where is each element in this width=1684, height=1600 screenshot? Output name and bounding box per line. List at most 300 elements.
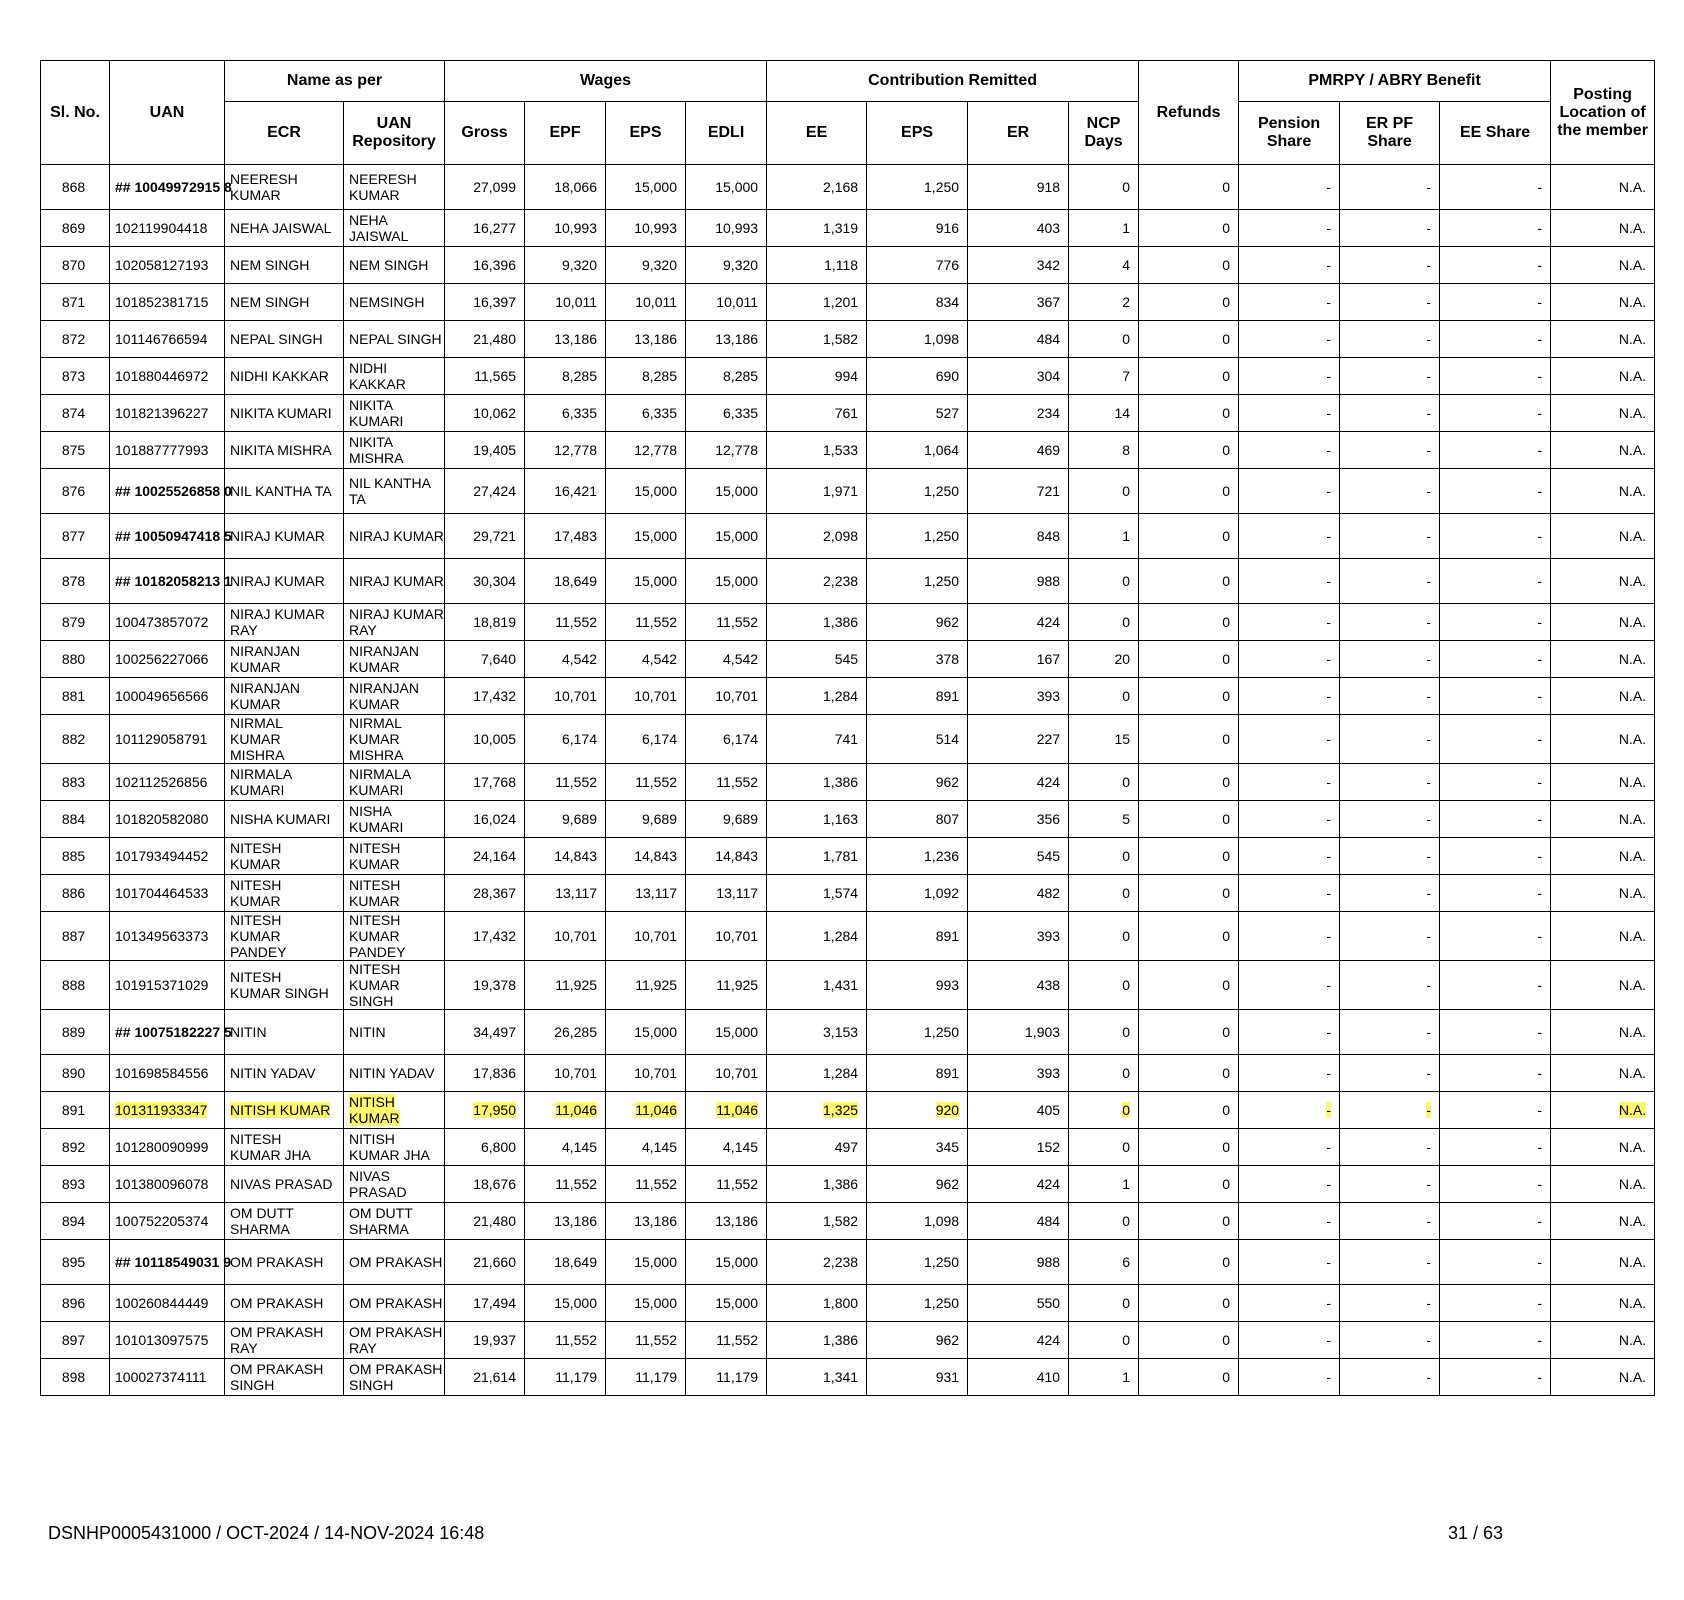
cell-refunds: 0 [1139, 1010, 1239, 1055]
cell-ncp-days: 0 [1069, 559, 1139, 604]
cell-epf: 6,174 [525, 715, 606, 764]
highlighted-text: 920 [935, 1102, 960, 1118]
cell-eps: 9,320 [606, 247, 686, 284]
header-ncp-days: NCP Days [1069, 102, 1139, 165]
header-pmrpy-abry: PMRPY / ABRY Benefit [1239, 61, 1551, 102]
cell-epf: 11,925 [525, 961, 606, 1010]
header-er: ER [968, 102, 1069, 165]
cell-epf: 4,542 [525, 641, 606, 678]
cell-pension-share: - [1239, 1285, 1340, 1322]
cell-er: 393 [968, 678, 1069, 715]
cell-er: 304 [968, 358, 1069, 395]
header-gross: Gross [445, 102, 525, 165]
cell-contribution-eps: 527 [867, 395, 968, 432]
cell-name-uan-repository: NISHA KUMARI [344, 801, 445, 838]
cell-refunds: 0 [1139, 961, 1239, 1010]
cell-epf: 9,689 [525, 801, 606, 838]
cell-edli: 12,778 [686, 432, 767, 469]
cell-epf: 10,011 [525, 284, 606, 321]
cell-ee: 2,168 [767, 165, 867, 210]
cell-name-ecr: NIRMAL KUMAR MISHRA [225, 715, 344, 764]
cell-uan: 101821396227 [110, 395, 225, 432]
cell-contribution-eps: 962 [867, 1322, 968, 1359]
cell-gross: 17,432 [445, 912, 525, 961]
cell-epf: 17,483 [525, 514, 606, 559]
cell-eps: 13,117 [606, 875, 686, 912]
cell-name-uan-repository: NITESH KUMAR SINGH [344, 961, 445, 1010]
cell-ee: 1,386 [767, 1166, 867, 1203]
cell-posting-location: N.A. [1551, 321, 1655, 358]
cell-epf: 16,421 [525, 469, 606, 514]
cell-eps: 6,174 [606, 715, 686, 764]
cell-pension-share: - [1239, 514, 1340, 559]
cell-sl-no: 893 [41, 1166, 110, 1203]
cell-er: 484 [968, 321, 1069, 358]
table-row [41, 247, 1655, 284]
cell-pension-share: - [1239, 1129, 1340, 1166]
cell-ee: 1,574 [767, 875, 867, 912]
cell-name-ecr: NIDHI KAKKAR [225, 358, 344, 395]
cell-refunds: 0 [1139, 469, 1239, 514]
cell-er: 424 [968, 1322, 1069, 1359]
cell-gross: 27,099 [445, 165, 525, 210]
cell-edli: 9,689 [686, 801, 767, 838]
cell-ee-share: - [1440, 165, 1551, 210]
cell-eps: 11,552 [606, 1166, 686, 1203]
cell-ee-share: - [1440, 875, 1551, 912]
cell-eps: 11,179 [606, 1359, 686, 1396]
cell-er-pf-share: - [1340, 247, 1440, 284]
cell-er: 545 [968, 838, 1069, 875]
cell-contribution-eps: 916 [867, 210, 968, 247]
cell-ee-share: - [1440, 678, 1551, 715]
cell-refunds: 0 [1139, 875, 1239, 912]
cell-sl-no: 875 [41, 432, 110, 469]
cell-ee: 1,163 [767, 801, 867, 838]
table-header [41, 61, 1655, 165]
cell-gross: 18,676 [445, 1166, 525, 1203]
cell-ncp-days: 0 [1069, 1322, 1139, 1359]
cell-er: 356 [968, 801, 1069, 838]
cell-sl-no: 874 [41, 395, 110, 432]
cell-ncp-days: 1 [1069, 210, 1139, 247]
cell-er: 403 [968, 210, 1069, 247]
cell-er-pf-share: - [1340, 912, 1440, 961]
cell-er-pf-share: - [1340, 432, 1440, 469]
cell-name-ecr: NITESH KUMAR SINGH [225, 961, 344, 1010]
cell-ee: 761 [767, 395, 867, 432]
cell-eps: 11,552 [606, 764, 686, 801]
cell-contribution-eps: 1,250 [867, 1285, 968, 1322]
cell-ncp-days: 15 [1069, 715, 1139, 764]
cell-ncp-days: 0 [1069, 961, 1139, 1010]
cell-edli: 10,011 [686, 284, 767, 321]
cell-refunds: 0 [1139, 395, 1239, 432]
table-row [41, 1203, 1655, 1240]
cell-er: 438 [968, 961, 1069, 1010]
cell-ee: 1,386 [767, 604, 867, 641]
cell-eps: 15,000 [606, 559, 686, 604]
cell-edli: 13,117 [686, 875, 767, 912]
cell-name-ecr: NIRANJAN KUMAR [225, 641, 344, 678]
table-row [41, 432, 1655, 469]
cell-edli: 15,000 [686, 559, 767, 604]
highlighted-text: NITISH KUMAR [349, 1094, 400, 1126]
cell-epf: 11,552 [525, 1166, 606, 1203]
table-row [41, 961, 1655, 1010]
cell-gross: 19,405 [445, 432, 525, 469]
cell-er: 234 [968, 395, 1069, 432]
cell-contribution-eps: 1,250 [867, 1240, 968, 1285]
cell-uan: 101380096078 [110, 1166, 225, 1203]
cell-posting-location: N.A. [1551, 1010, 1655, 1055]
cell-epf: 11,552 [525, 604, 606, 641]
cell-ee: 2,238 [767, 1240, 867, 1285]
header-er-pf-share: ER PF Share [1340, 102, 1440, 165]
cell-uan: 100260844449 [110, 1285, 225, 1322]
cell-ee-share: - [1440, 764, 1551, 801]
cell-edli: 15,000 [686, 514, 767, 559]
cell-eps: 10,701 [606, 912, 686, 961]
cell-uan: 102112526856 [110, 764, 225, 801]
cell-sl-no: 872 [41, 321, 110, 358]
header-posting-location: Posting Location of the member [1551, 61, 1655, 165]
cell-eps: 15,000 [606, 1240, 686, 1285]
cell-pension-share: - [1239, 358, 1340, 395]
cell-ncp-days: 0 [1069, 165, 1139, 210]
cell-er-pf-share: - [1340, 1322, 1440, 1359]
cell-er: 167 [968, 641, 1069, 678]
cell-ee-share: - [1440, 210, 1551, 247]
cell-refunds: 0 [1139, 715, 1239, 764]
cell-posting-location: N.A. [1551, 165, 1655, 210]
cell-epf: 11,552 [525, 1322, 606, 1359]
cell-pension-share: - [1239, 801, 1340, 838]
cell-gross: 16,396 [445, 247, 525, 284]
document-footer-id: DSNHP0005431000 / OCT-2024 / 14-NOV-2024 16:48 [48, 1523, 485, 1543]
cell-posting-location: N.A. [1551, 912, 1655, 961]
cell-name-uan-repository: NIRANJAN KUMAR [344, 641, 445, 678]
cell-ee-share: - [1440, 1285, 1551, 1322]
cell-name-uan-repository: NEPAL SINGH [344, 321, 445, 358]
cell-sl-no: 894 [41, 1203, 110, 1240]
header-edli: EDLI [686, 102, 767, 165]
cell-er: 393 [968, 1055, 1069, 1092]
table-row [41, 395, 1655, 432]
cell-ncp-days: 1 [1069, 1359, 1139, 1396]
cell-posting-location: N.A. [1551, 284, 1655, 321]
cell-ncp-days: 14 [1069, 395, 1139, 432]
cell-ee-share: - [1440, 284, 1551, 321]
cell-er: 367 [968, 284, 1069, 321]
cell-contribution-eps: 1,250 [867, 1010, 968, 1055]
cell-uan: 101146766594 [110, 321, 225, 358]
cell-er: 1,903 [968, 1010, 1069, 1055]
table-row [41, 641, 1655, 678]
cell-ee: 2,238 [767, 559, 867, 604]
cell-name-ecr: OM DUTT SHARMA [225, 1203, 344, 1240]
cell-epf: 13,117 [525, 875, 606, 912]
cell-ee: 1,781 [767, 838, 867, 875]
table-row [41, 321, 1655, 358]
cell-uan: 101852381715 [110, 284, 225, 321]
cell-ee-share: - [1440, 395, 1551, 432]
cell-posting-location: N.A. [1551, 961, 1655, 1010]
cell-refunds: 0 [1139, 247, 1239, 284]
cell-eps: 10,011 [606, 284, 686, 321]
cell-sl-no: 887 [41, 912, 110, 961]
cell-ncp-days: 8 [1069, 432, 1139, 469]
cell-posting-location: N.A. [1551, 247, 1655, 284]
cell-ncp-days: 5 [1069, 801, 1139, 838]
cell-posting-location: N.A. [1551, 875, 1655, 912]
cell-ncp-days: 0 [1069, 912, 1139, 961]
cell-epf: 13,186 [525, 1203, 606, 1240]
highlighted-text: 101311933347 [115, 1102, 208, 1118]
cell-pension-share: - [1239, 1055, 1340, 1092]
cell-name-ecr: OM PRAKASH [225, 1285, 344, 1322]
cell-er-pf-share: - [1340, 469, 1440, 514]
cell-posting-location: N.A. [1551, 838, 1655, 875]
cell-sl-no: 886 [41, 875, 110, 912]
cell-ee: 1,386 [767, 1322, 867, 1359]
cell-sl-no: 889 [41, 1010, 110, 1055]
cell-contribution-eps: 345 [867, 1129, 968, 1166]
cell-pension-share: - [1239, 1203, 1340, 1240]
cell-contribution-eps [867, 1092, 968, 1129]
header-sl-no: Sl. No. [41, 61, 110, 165]
cell-refunds: 0 [1139, 432, 1239, 469]
table-row [41, 1092, 1655, 1129]
cell-er: 469 [968, 432, 1069, 469]
cell-gross: 18,819 [445, 604, 525, 641]
cell-gross: 16,397 [445, 284, 525, 321]
cell-epf: 10,701 [525, 1055, 606, 1092]
cell-name-uan-repository: NITESH KUMAR PANDEY [344, 912, 445, 961]
table-row [41, 838, 1655, 875]
cell-er: 424 [968, 604, 1069, 641]
cell-gross: 34,497 [445, 1010, 525, 1055]
cell-pension-share: - [1239, 1166, 1340, 1203]
cell-ncp-days: 0 [1069, 1203, 1139, 1240]
cell-name-ecr: NIL KANTHA TA [225, 469, 344, 514]
cell-name-ecr: NITIN [225, 1010, 344, 1055]
cell-sl-no: 879 [41, 604, 110, 641]
cell-name-uan-repository: NIVAS PRASAD [344, 1166, 445, 1203]
cell-eps: 11,552 [606, 604, 686, 641]
cell-ee [767, 1092, 867, 1129]
cell-ee: 994 [767, 358, 867, 395]
cell-name-ecr: NITESH KUMAR PANDEY [225, 912, 344, 961]
cell-name-uan-repository: OM PRAKASH RAY [344, 1322, 445, 1359]
cell-sl-no: 876 [41, 469, 110, 514]
cell-gross: 24,164 [445, 838, 525, 875]
cell-edli: 4,542 [686, 641, 767, 678]
header-contribution-remitted: Contribution Remitted [767, 61, 1139, 102]
table-row [41, 1055, 1655, 1092]
cell-gross [445, 1092, 525, 1129]
cell-er-pf-share: - [1340, 1055, 1440, 1092]
cell-gross: 17,432 [445, 678, 525, 715]
cell-ee-share: - [1440, 1359, 1551, 1396]
cell-refunds: 0 [1139, 678, 1239, 715]
cell-ee: 1,284 [767, 912, 867, 961]
cell-edli: 10,993 [686, 210, 767, 247]
cell-name-uan-repository: OM PRAKASH [344, 1285, 445, 1322]
cell-sl-no: 878 [41, 559, 110, 604]
cell-ee: 1,284 [767, 678, 867, 715]
cell-edli: 10,701 [686, 1055, 767, 1092]
cell-posting-location: N.A. [1551, 395, 1655, 432]
cell-posting-location: N.A. [1551, 641, 1655, 678]
cell-ee-share: - [1440, 961, 1551, 1010]
cell-contribution-eps: 1,250 [867, 514, 968, 559]
cell-ee-share: - [1440, 247, 1551, 284]
header-contribution-eps: EPS [867, 102, 968, 165]
cell-gross: 17,836 [445, 1055, 525, 1092]
table-row [41, 284, 1655, 321]
cell-er-pf-share: - [1340, 1359, 1440, 1396]
cell-ee-share: - [1440, 912, 1551, 961]
cell-contribution-eps: 1,098 [867, 321, 968, 358]
cell-ee-share: - [1440, 1166, 1551, 1203]
cell-er-pf-share: - [1340, 764, 1440, 801]
highlighted-text: - [1326, 1102, 1332, 1118]
cell-uan: 101013097575 [110, 1322, 225, 1359]
cell-name-uan-repository: NIRMAL KUMAR MISHRA [344, 715, 445, 764]
cell-ee-share: - [1440, 321, 1551, 358]
cell-edli: 8,285 [686, 358, 767, 395]
cell-ncp-days: 6 [1069, 1240, 1139, 1285]
header-ecr: ECR [225, 102, 344, 165]
table-row [41, 1010, 1655, 1055]
cell-contribution-eps: 962 [867, 604, 968, 641]
cell-refunds: 0 [1139, 1092, 1239, 1129]
cell-ncp-days: 1 [1069, 514, 1139, 559]
cell-eps: 10,701 [606, 1055, 686, 1092]
highlighted-text: 17,950 [473, 1102, 517, 1118]
cell-ee: 3,153 [767, 1010, 867, 1055]
cell-pension-share: - [1239, 838, 1340, 875]
table-row [41, 801, 1655, 838]
cell-ncp-days: 2 [1069, 284, 1139, 321]
cell-pension-share: - [1239, 1010, 1340, 1055]
cell-name-uan-repository: NIKITA KUMARI [344, 395, 445, 432]
cell-uan: ## 10025526858 0 [110, 469, 225, 514]
cell-contribution-eps: 962 [867, 764, 968, 801]
cell-refunds: 0 [1139, 210, 1239, 247]
cell-posting-location: N.A. [1551, 210, 1655, 247]
cell-ncp-days: 0 [1069, 604, 1139, 641]
cell-er-pf-share: - [1340, 559, 1440, 604]
cell-uan: ## 10118549031 9 [110, 1240, 225, 1285]
table-row [41, 1285, 1655, 1322]
cell-refunds: 0 [1139, 514, 1239, 559]
cell-uan: ## 10049972915 8 [110, 165, 225, 210]
table-row [41, 358, 1655, 395]
cell-pension-share: - [1239, 321, 1340, 358]
cell-gross: 6,800 [445, 1129, 525, 1166]
cell-sl-no: 892 [41, 1129, 110, 1166]
cell-ee-share: - [1440, 432, 1551, 469]
cell-ee-share: - [1440, 358, 1551, 395]
header-wages: Wages [445, 61, 767, 102]
cell-name-uan-repository: NIRAJ KUMAR [344, 514, 445, 559]
cell-posting-location: N.A. [1551, 1322, 1655, 1359]
cell-refunds: 0 [1139, 1203, 1239, 1240]
cell-gross: 17,768 [445, 764, 525, 801]
cell-ee: 497 [767, 1129, 867, 1166]
cell-gross: 19,937 [445, 1322, 525, 1359]
cell-name-ecr: NEERESH KUMAR [225, 165, 344, 210]
page-number: 31 / 63 [1448, 1523, 1504, 1543]
cell-ncp-days: 0 [1069, 469, 1139, 514]
cell-gross: 21,660 [445, 1240, 525, 1285]
cell-gross: 10,005 [445, 715, 525, 764]
cell-edli: 14,843 [686, 838, 767, 875]
cell-gross: 17,494 [445, 1285, 525, 1322]
cell-er-pf-share: - [1340, 604, 1440, 641]
cell-contribution-eps: 891 [867, 678, 968, 715]
cell-name-uan-repository: NITIN [344, 1010, 445, 1055]
cell-ncp-days: 0 [1069, 1055, 1139, 1092]
cell-epf [525, 1092, 606, 1129]
cell-er-pf-share: - [1340, 1203, 1440, 1240]
cell-name-ecr: NIRAJ KUMAR RAY [225, 604, 344, 641]
cell-ee: 1,319 [767, 210, 867, 247]
cell-epf: 4,145 [525, 1129, 606, 1166]
cell-refunds: 0 [1139, 801, 1239, 838]
cell-posting-location: N.A. [1551, 559, 1655, 604]
cell-uan: 101129058791 [110, 715, 225, 764]
table-row [41, 165, 1655, 210]
cell-name-uan-repository: NIRMALA KUMARI [344, 764, 445, 801]
cell-edli: 15,000 [686, 469, 767, 514]
cell-name-uan-repository: NEHA JAISWAL [344, 210, 445, 247]
cell-gross: 30,304 [445, 559, 525, 604]
cell-posting-location: N.A. [1551, 1359, 1655, 1396]
cell-eps: 15,000 [606, 1285, 686, 1322]
cell-uan: 101793494452 [110, 838, 225, 875]
cell-sl-no: 898 [41, 1359, 110, 1396]
cell-contribution-eps: 931 [867, 1359, 968, 1396]
cell-name-ecr: NITESH KUMAR [225, 838, 344, 875]
cell-name-uan-repository [344, 1092, 445, 1129]
cell-sl-no: 868 [41, 165, 110, 210]
cell-ee: 1,800 [767, 1285, 867, 1322]
cell-epf: 6,335 [525, 395, 606, 432]
header-ee-share: EE Share [1440, 102, 1551, 165]
header-pension-share: Pension Share [1239, 102, 1340, 165]
cell-ncp-days: 0 [1069, 875, 1139, 912]
header-uan-repository: UAN Repository [344, 102, 445, 165]
cell-ncp-days [1069, 1092, 1139, 1129]
table-row [41, 875, 1655, 912]
cell-eps: 15,000 [606, 514, 686, 559]
cell-uan [110, 1092, 225, 1129]
cell-name-ecr: NIRAJ KUMAR [225, 559, 344, 604]
cell-name-ecr: NIVAS PRASAD [225, 1166, 344, 1203]
cell-refunds: 0 [1139, 764, 1239, 801]
table-body [41, 165, 1655, 1396]
cell-pension-share: - [1239, 961, 1340, 1010]
cell-edli: 13,186 [686, 1203, 767, 1240]
cell-er: 721 [968, 469, 1069, 514]
cell-gross: 29,721 [445, 514, 525, 559]
cell-sl-no: 882 [41, 715, 110, 764]
cell-name-ecr: NITIN YADAV [225, 1055, 344, 1092]
cell-ee-share: - [1440, 1203, 1551, 1240]
